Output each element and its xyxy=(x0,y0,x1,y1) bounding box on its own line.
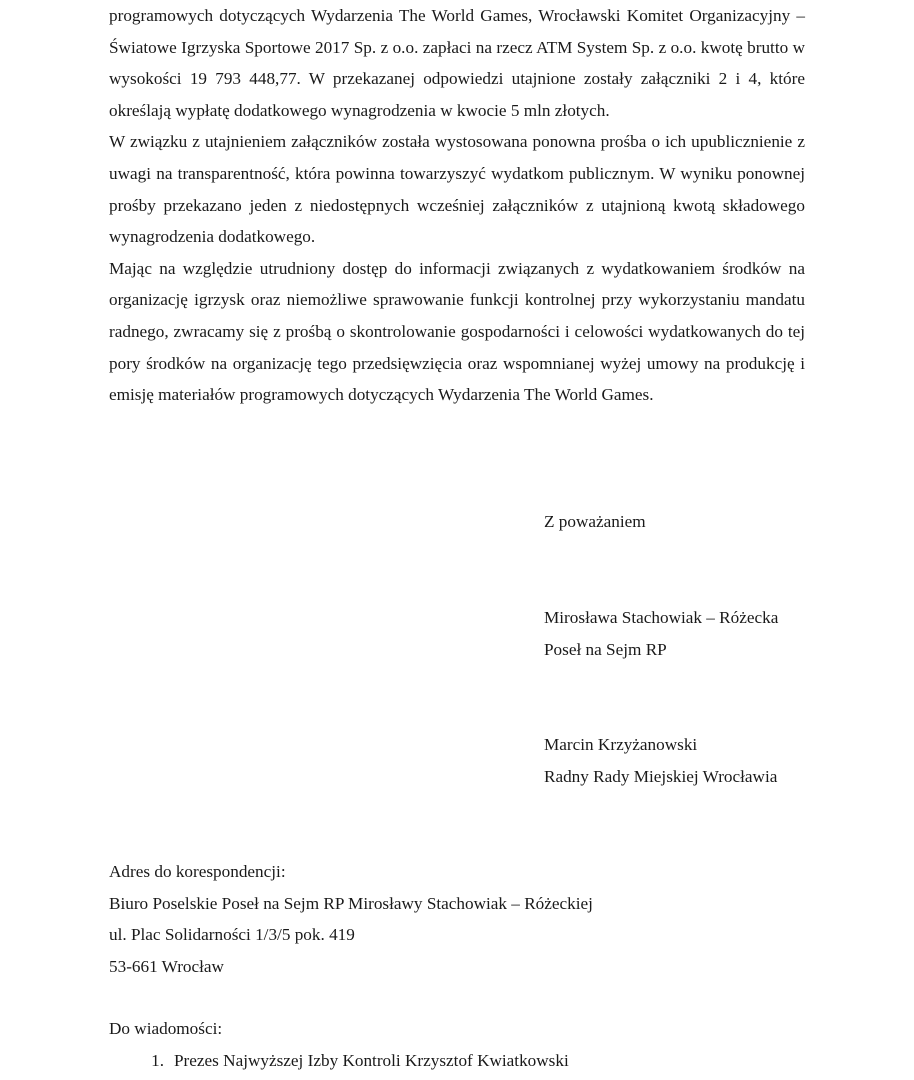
cc-section xyxy=(109,1013,809,1076)
address-line: ul. Plac Solidarności 1/3/5 pok. 419 xyxy=(109,925,355,945)
signatory-name: Mirosława Stachowiak – Różecka xyxy=(544,608,779,627)
signatory-title: Poseł na Sejm RP xyxy=(544,639,667,659)
cc-item-text: Prezes Najwyższej Izby Kontroli Krzysztof Kwiatkowski xyxy=(174,1050,569,1070)
address-line: 53-661 Wrocław xyxy=(109,956,224,976)
cc-list xyxy=(109,1045,809,1077)
paragraph-contract-amount: programowych dotyczących Wydarzenia The World Games, Wrocławski Komitet Organizacyjny – Światowe Igrzyska Sportowe 2017 Sp. z o.o. zapłaci na rzecz ATM System Sp. z o.o. kwotę brutto w wysokości 19 793 448,77. W przekazanej odpowiedzi utajnione zostały załączniki 2 i 4, które określają wypłatę dodatkowego wynagrodzenia w kwocie 5 mln złotych. xyxy=(109,6,805,120)
closing-block xyxy=(544,506,874,538)
signatory-1 xyxy=(544,602,874,665)
letter-body xyxy=(109,0,805,411)
address-line: Biuro Poselskie Poseł na Sejm RP Mirosławy Stachowiak – Różeckiej xyxy=(109,893,593,913)
cc-heading: Do wiadomości: xyxy=(109,1019,223,1038)
paragraph-audit-request: Mając na względzie utrudniony dostęp do informacji związanych z wydatkowaniem środków na organizację igrzysk oraz niemożliwe sprawowanie funkcji kontrolnej przy wykorzystaniu mandatu radnego, zwracamy się z prośbą o skontrolowanie gospodarności i celowości wydatkowanych do tej pory środków na organizację tego przedsięwzięcia oraz wspomnianej wyżej umowy na produkcję i emisję materiałów programowych dotyczących Wydarzenia The World Games. xyxy=(109,258,805,405)
signatory-title: Radny Rady Miejskiej Wrocławia xyxy=(544,766,778,786)
correspondence-address xyxy=(109,856,809,982)
cc-list-item xyxy=(109,1045,809,1077)
signatory-2 xyxy=(544,729,874,792)
signatory-name: Marcin Krzyżanowski xyxy=(544,735,698,754)
closing-salutation: Z poważaniem xyxy=(544,512,646,531)
paragraph-disclosure-request: W związku z utajnieniem załączników została wystosowana ponowna prośba o ich upublicznienie z uwagi na transparentność, która powinna towarzyszyć wydatkom publicznym. W wyniku ponownej prośby przekazano jeden z niedostępnych wcześniej załączników z utajnioną kwotą składowego wynagrodzenia dodatkowego. xyxy=(109,132,805,247)
address-heading: Adres do korespondencji: xyxy=(109,862,286,881)
cc-item-number: 1. xyxy=(151,1050,164,1070)
